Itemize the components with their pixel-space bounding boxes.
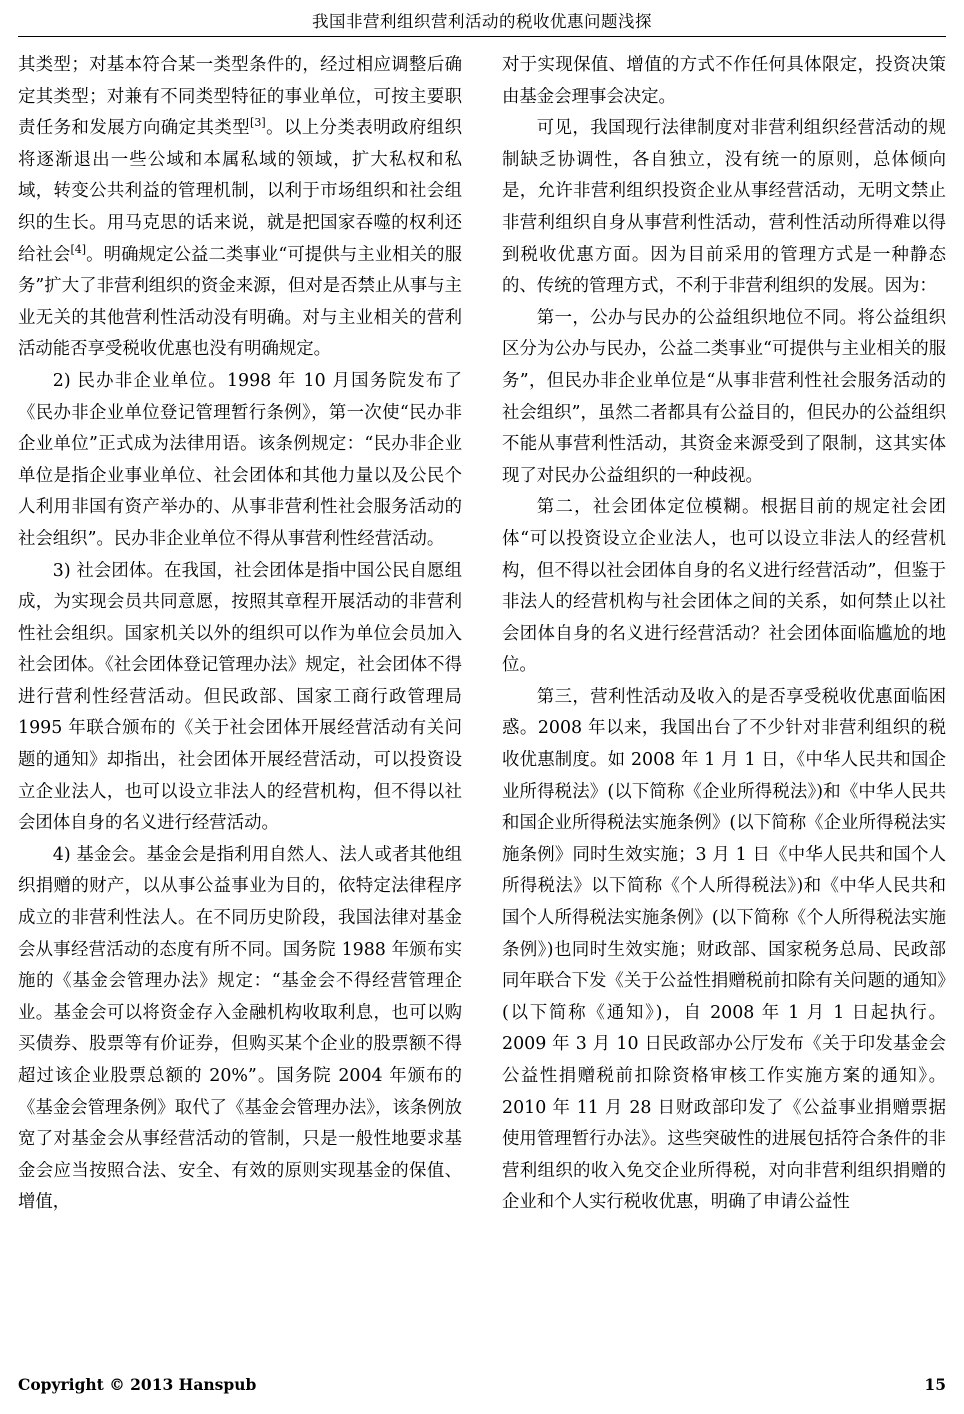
paragraph: 第二，社会团体定位模糊。根据目前的规定社会团体“可以投资设立企业法人，也可以设立非法人的经营机构，但不得以社会团体自身的名义进行经营活动”，但鉴于非法人的经营机构与社会团体之间的关系，如何禁止以社会团体自身的名义进行经营活动？社会团体面临尴尬的地位。	[502, 497, 946, 676]
right-column	[502, 50, 946, 1350]
paragraph: 2) 民办非企业单位。1998 年 10 月国务院发布了《民办非企业单位登记管理暂行条例》，第一次使“民办非企业单位”正式成为法律用语。该条例规定：“民办非企业单位是指企业事业单位、社会团体和其他力量以及公民个人利用非国有资产举办的、从事非营利性社会服务活动的社会组织”。民办非企业单位不得从事营利性经营活动。	[18, 370, 462, 549]
two-column-body	[18, 50, 946, 1350]
paragraph: 3) 社会团体。在我国，社会团体是指中国公民自愿组成，为实现会员共同意愿，按照其章程开展活动的非营利性社会组织。国家机关以外的组织可以作为单位会员加入社会团体。《社会团体登记管理办法》规定，社会团体不得进行营利性经营活动。但民政部、国家工商行政管理局 1995 年联合颁布的《关于社会团体开展经营活动有关问题的通知》却指出，社会团体开展经营活动，可以投资设立企业法人，也可以设立非法人的经营机构，但不得以社会团体自身的名义进行经营活动。	[18, 560, 462, 834]
copyright-notice: Copyright © 2013 Hanspub	[18, 1375, 257, 1394]
header-rule	[18, 36, 946, 37]
left-column	[18, 50, 462, 1350]
paragraph: 第三，营利性活动及收入的是否享受税收优惠面临困惑。2008 年以来，我国出台了不少针对非营利组织的税收优惠制度。如 2008 年 1 月 1 日，《中华人民共和国企业所得税法》(以下简称《企业所得税法》)和《中华人民共和国企业所得税法实施条例》(以下简称《企业所得税法实施条例》同时生效实施；3 月 1 日《中华人民共和国个人所得税法》以下简称《个人所得税法》)和《中华人民共和国个人所得税法实施条例》(以下简称《个人所得税法实施条例》)也同时生效实施；财政部、国家税务总局、民政部同年联合下发《关于公益性捐赠税前扣除有关问题的通知》(以下简称《通知》)，自 2008 年 1 月 1 日起执行。2009 年 3 月 10 日民政部办公厅发布《关于印发基金会公益性捐赠税前扣除资格审核工作实施方案的通知》。2010 年 11 月 28 日财政部印发了《公益事业捐赠票据使用管理暂行办法》。这些突破性的进展包括符合条件的非营利组织的收入免交企业所得税，对向非营利组织捐赠的企业和个人实行税收优惠，明确了申请公益性	[502, 686, 946, 1213]
paragraph: 可见，我国现行法律制度对非营利组织经营活动的规制缺乏协调性，各自独立，没有统一的原则，总体倾向是，允许非营利组织投资企业从事经营活动，无明文禁止非营利组织自身从事营利性活动，营利性活动所得难以得到税收优惠方面。因为目前采用的管理方式是一种静态的、传统的管理方式，不利于非营利组织的发展。因为：	[502, 118, 946, 297]
paragraph: 对于实现保值、增值的方式不作任何具体限定，投资决策由基金会理事会决定。	[502, 55, 946, 107]
page-footer	[18, 1375, 946, 1394]
paragraph: 4) 基金会。基金会是指利用自然人、法人或者其他组织捐赠的财产，以从事公益事业为目的，依特定法律程序成立的非营利性法人。在不同历史阶段，我国法律对基金会从事经营活动的态度有所不同。国务院 1988 年颁布实施的《基金会管理办法》规定：“基金会不得经营管理企业。基金会可以将资金存入金融机构收取利息，也可以购买债券、股票等有价证券，但购买某个企业的股票额不得超过该企业股票总额的 20%”。国务院 2004 年颁布的《基金会管理条例》取代了《基金会管理办法》，该条例放宽了对基金会从事经营活动的管制，只是一般性地要求基金会应当按照合法、安全、有效的原则实现基金的保值、增值，	[18, 844, 462, 1213]
page-number: 15	[924, 1375, 946, 1394]
paragraph: 其类型；对基本符合某一类型条件的，经过相应调整后确定其类型；对兼有不同类型特征的事业单位，可按主要职责任务和发展方向确定其类型[3]。以上分类表明政府组织将逐渐退出一些公域和本属私域的领域，扩大私权和私域，转变公共利益的管理机制，以利于市场组织和社会组织的生长。用马克思的话来说，就是把国家吞噬的权利还给社会[4]。明确规定公益二类事业“可提供与主业相关的服务”扩大了非营利组织的资金来源，但对是否禁止从事与主业无关的其他营利性活动没有明确。对与主业相关的营利活动能否享受税收优惠也没有明确规定。	[18, 55, 462, 360]
running-head: 我国非营利组织营利活动的税收优惠问题浅探	[312, 12, 652, 31]
paragraph: 第一，公办与民办的公益组织地位不同。将公益组织区分为公办与民办，公益二类事业“可提供与主业相关的服务”，但民办非企业单位是“从事非营利性社会服务活动的社会组织”，虽然二者都具有公益目的，但民办的公益组织不能从事营利性活动，其资金来源受到了限制，这其实体现了对民办公益组织的一种歧视。	[502, 307, 946, 486]
